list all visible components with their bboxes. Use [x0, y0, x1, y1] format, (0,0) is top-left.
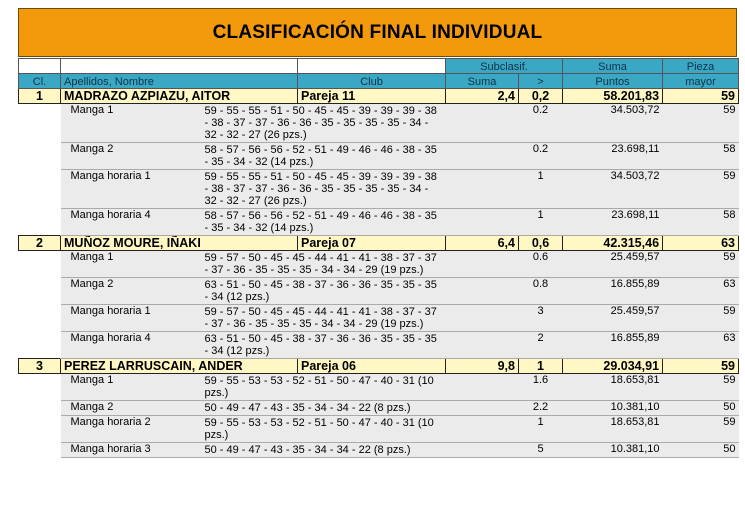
manga-name-cell	[61, 332, 519, 359]
competitor-row	[19, 236, 739, 251]
competitor-name: MUÑOZ MOURE, IÑAKI	[61, 236, 298, 251]
manga-suma: 0.2	[519, 143, 563, 170]
manga-pieza: 59	[663, 104, 739, 143]
manga-spacer	[19, 416, 61, 443]
manga-content	[71, 417, 519, 441]
manga-row	[19, 401, 739, 416]
competitor-rank: 2	[19, 236, 61, 251]
competitor-puntos: 42.315,46	[563, 236, 663, 251]
manga-name: Manga 1	[70, 104, 114, 116]
manga-puntos: 16.855,89	[563, 332, 663, 359]
header-cl: Cl.	[19, 74, 61, 89]
competitor-suma: 6,4	[446, 236, 519, 251]
manga-name: Manga 1	[70, 251, 114, 263]
header-row-top	[19, 59, 739, 74]
manga-name: Manga 1	[70, 374, 114, 386]
manga-content	[71, 375, 519, 399]
manga-puntos: 25.459,57	[563, 305, 663, 332]
manga-content	[71, 333, 519, 357]
header-nombre: Apellidos, Nombre	[61, 74, 298, 89]
manga-content	[71, 210, 519, 234]
manga-spacer	[19, 251, 61, 278]
header-pieza-bottom: mayor	[663, 74, 739, 89]
manga-suma: 1	[519, 209, 563, 236]
competitor-pieza: 59	[663, 359, 739, 374]
manga-name-cell	[61, 143, 519, 170]
manga-name-cell	[61, 305, 519, 332]
manga-content	[71, 171, 519, 207]
manga-pieza: 58	[663, 209, 739, 236]
manga-name-cell	[61, 170, 519, 209]
header-row-bottom	[19, 74, 739, 89]
competitor-row	[19, 359, 739, 374]
competitor-club: Pareja 11	[298, 89, 446, 104]
manga-detail-text: 58 - 57 - 56 - 56 - 52 - 51 - 49 - 46 - 46 - 38 - 35 - 35 - 34 - 32 (14 pzs.)	[204, 210, 437, 234]
manga-detail-text: 59 - 55 - 55 - 51 - 50 - 45 - 45 - 39 - 39 - 39 - 38 - 38 - 37 - 37 - 36 - 36 - 35 - 35 - 35 - 35 - 34 - 32 - 32 - 27 (26 pzs.)	[204, 105, 437, 141]
manga-spacer	[19, 278, 61, 305]
manga-row	[19, 251, 739, 278]
manga-name: Manga horaria 4	[70, 209, 151, 221]
manga-row	[19, 170, 739, 209]
manga-pieza: 58	[663, 143, 739, 170]
manga-detail-text: 50 - 49 - 47 - 43 - 35 - 34 - 34 - 22 (8 pzs.)	[204, 402, 411, 414]
header-subclasif: Subclasif.	[446, 59, 563, 74]
competitor-gt: 0,6	[519, 236, 563, 251]
manga-spacer	[19, 143, 61, 170]
manga-spacer	[19, 209, 61, 236]
manga-detail-text: 63 - 51 - 50 - 45 - 38 - 37 - 36 - 36 - 35 - 35 - 35 - 34 (12 pzs.)	[204, 279, 437, 303]
competitor-rank: 1	[19, 89, 61, 104]
manga-spacer	[19, 401, 61, 416]
manga-pieza: 50	[663, 443, 739, 458]
manga-detail-text: 59 - 55 - 53 - 53 - 52 - 51 - 50 - 47 - 40 - 31 (10 pzs.)	[204, 375, 434, 399]
manga-name-cell	[61, 443, 519, 458]
manga-detail-text: 58 - 57 - 56 - 56 - 52 - 51 - 49 - 46 - 46 - 38 - 35 - 35 - 34 - 32 (14 pzs.)	[204, 144, 437, 168]
manga-name-cell	[61, 251, 519, 278]
manga-puntos: 25.459,57	[563, 251, 663, 278]
manga-suma: 1	[519, 170, 563, 209]
manga-spacer	[19, 170, 61, 209]
manga-suma: 5	[519, 443, 563, 458]
manga-row	[19, 305, 739, 332]
competitor-name: PEREZ LARRUSCAIN, ANDER	[61, 359, 298, 374]
manga-puntos: 18.653,81	[563, 374, 663, 401]
manga-row	[19, 209, 739, 236]
competitor-club: Pareja 07	[298, 236, 446, 251]
header-suma-puntos-bottom: Puntos	[563, 74, 663, 89]
manga-name: Manga horaria 2	[70, 416, 151, 428]
competitor-club: Pareja 06	[298, 359, 446, 374]
manga-name: Manga horaria 3	[70, 443, 151, 455]
manga-row	[19, 104, 739, 143]
header-pieza-top: Pieza	[663, 59, 739, 74]
manga-content	[71, 444, 519, 456]
manga-spacer	[19, 443, 61, 458]
competitor-pieza: 63	[663, 236, 739, 251]
manga-suma: 0.8	[519, 278, 563, 305]
manga-pieza: 59	[663, 374, 739, 401]
manga-pieza: 59	[663, 416, 739, 443]
manga-name-cell	[61, 209, 519, 236]
manga-puntos: 18.653,81	[563, 416, 663, 443]
competitor-pieza: 59	[663, 89, 739, 104]
manga-suma: 2	[519, 332, 563, 359]
manga-name: Manga 2	[70, 401, 114, 413]
manga-pieza: 59	[663, 170, 739, 209]
manga-name-cell	[61, 416, 519, 443]
manga-name: Manga 2	[70, 278, 114, 290]
manga-row	[19, 374, 739, 401]
manga-name-cell	[61, 278, 519, 305]
competitor-name: MADRAZO AZPIAZU, AITOR	[61, 89, 298, 104]
manga-content	[71, 105, 519, 141]
header-blank-cl	[19, 59, 61, 74]
competitor-puntos: 29.034,91	[563, 359, 663, 374]
results-table	[18, 58, 739, 458]
manga-name: Manga horaria 4	[70, 332, 151, 344]
manga-content	[71, 279, 519, 303]
competitor-gt: 1	[519, 359, 563, 374]
manga-row	[19, 332, 739, 359]
manga-puntos: 23.698,11	[563, 209, 663, 236]
page-title: CLASIFICACIÓN FINAL INDIVIDUAL	[212, 21, 543, 43]
manga-puntos: 16.855,89	[563, 278, 663, 305]
competitor-gt: 0,2	[519, 89, 563, 104]
manga-puntos: 34.503,72	[563, 170, 663, 209]
manga-spacer	[19, 305, 61, 332]
manga-row	[19, 443, 739, 458]
manga-suma: 3	[519, 305, 563, 332]
manga-spacer	[19, 374, 61, 401]
manga-puntos: 23.698,11	[563, 143, 663, 170]
competitor-suma: 2,4	[446, 89, 519, 104]
manga-detail-text: 59 - 55 - 55 - 51 - 50 - 45 - 45 - 39 - 39 - 39 - 38 - 38 - 37 - 37 - 36 - 36 - 35 - 35 - 35 - 35 - 34 - 32 - 32 - 27 (26 pzs.)	[204, 171, 437, 207]
manga-name: Manga horaria 1	[70, 170, 151, 182]
header-club: Club	[298, 74, 446, 89]
manga-pieza: 63	[663, 332, 739, 359]
manga-detail-text: 59 - 55 - 53 - 53 - 52 - 51 - 50 - 47 - 40 - 31 (10 pzs.)	[204, 417, 434, 441]
manga-spacer	[19, 332, 61, 359]
manga-detail-text: 59 - 57 - 50 - 45 - 45 - 44 - 41 - 41 - 38 - 37 - 37 - 37 - 36 - 35 - 35 - 35 - 34 - 34 - 29 (19 pzs.)	[204, 306, 437, 330]
manga-detail-text: 50 - 49 - 47 - 43 - 35 - 34 - 34 - 22 (8 pzs.)	[204, 444, 411, 456]
manga-content	[71, 252, 519, 276]
manga-content	[71, 144, 519, 168]
manga-suma: 0.2	[519, 104, 563, 143]
manga-row	[19, 416, 739, 443]
manga-suma: 1	[519, 416, 563, 443]
manga-puntos: 10.381,10	[563, 401, 663, 416]
manga-name: Manga 2	[70, 143, 114, 155]
header-suma-puntos-top: Suma	[563, 59, 663, 74]
header-gt: >	[519, 74, 563, 89]
manga-row	[19, 143, 739, 170]
manga-row	[19, 278, 739, 305]
manga-name-cell	[61, 104, 519, 143]
manga-name-cell	[61, 401, 519, 416]
manga-detail-text: 63 - 51 - 50 - 45 - 38 - 37 - 36 - 36 - 35 - 35 - 35 - 34 (12 pzs.)	[204, 333, 437, 357]
manga-suma: 1.6	[519, 374, 563, 401]
manga-puntos: 34.503,72	[563, 104, 663, 143]
header-blank-name	[61, 59, 298, 74]
manga-suma: 0.6	[519, 251, 563, 278]
competitor-puntos: 58.201,83	[563, 89, 663, 104]
competitor-row	[19, 89, 739, 104]
manga-name-cell	[61, 374, 519, 401]
header-blank-club	[298, 59, 446, 74]
manga-detail-text: 59 - 57 - 50 - 45 - 45 - 44 - 41 - 41 - 38 - 37 - 37 - 37 - 36 - 35 - 35 - 35 - 34 - 34 - 29 (19 pzs.)	[204, 252, 437, 276]
manga-name: Manga horaria 1	[70, 305, 151, 317]
header-suma: Suma	[446, 74, 519, 89]
competitor-rank: 3	[19, 359, 61, 374]
manga-spacer	[19, 104, 61, 143]
manga-pieza: 50	[663, 401, 739, 416]
manga-pieza: 59	[663, 251, 739, 278]
manga-content	[71, 306, 519, 330]
title-banner	[18, 8, 737, 57]
manga-pieza: 63	[663, 278, 739, 305]
manga-pieza: 59	[663, 305, 739, 332]
competitor-suma: 9,8	[446, 359, 519, 374]
manga-puntos: 10.381,10	[563, 443, 663, 458]
manga-content	[71, 402, 519, 414]
manga-suma: 2.2	[519, 401, 563, 416]
